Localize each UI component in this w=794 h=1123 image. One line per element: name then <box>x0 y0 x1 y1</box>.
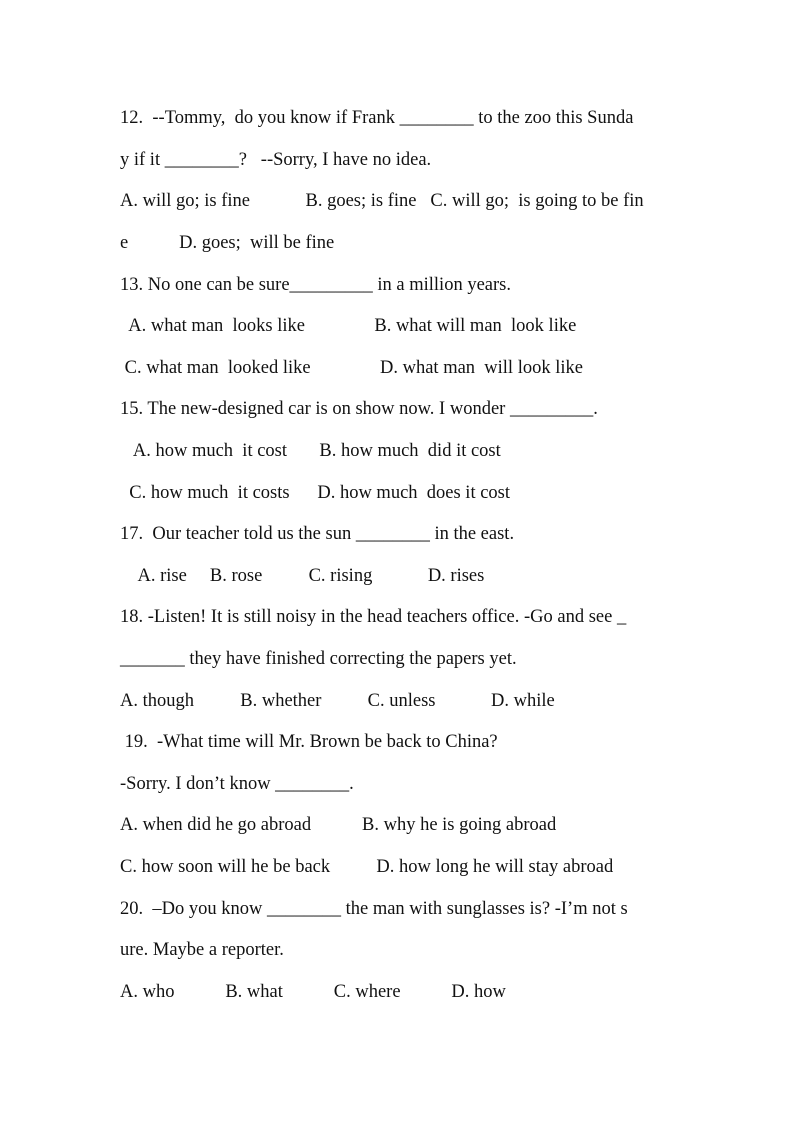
question-12-line-2: y if it ________? --Sorry, I have no idea. <box>120 150 432 170</box>
question-19-options-ab: A. when did he go abroad B. why he is going abroad <box>120 815 557 835</box>
question-12-options-line-2: e D. goes; will be fine <box>120 233 335 253</box>
question-18-line-1: 18. -Listen! It is still noisy in the head teachers office. -Go and see _ <box>120 607 627 627</box>
question-15-options-ab: A. how much it cost B. how much did it cost <box>120 441 501 461</box>
question-20-line-1: 20. –Do you know ________ the man with sunglasses is? -I’m not s <box>120 899 628 919</box>
question-13-options-ab: A. what man looks like B. what will man look like <box>120 316 577 336</box>
question-15-options-cd: C. how much it costs D. how much does it cost <box>120 483 511 503</box>
question-17-options: A. rise B. rose C. rising D. rises <box>120 566 485 586</box>
question-20-options: A. who B. what C. where D. how <box>120 982 506 1002</box>
question-19-line-2: -Sorry. I don’t know ________. <box>120 774 354 794</box>
question-17-text: 17. Our teacher told us the sun ________ in the east. <box>120 524 515 544</box>
question-19-options-cd: C. how soon will he be back D. how long he will stay abroad <box>120 857 614 877</box>
question-19-line-1: 19. -What time will Mr. Brown be back to China? <box>120 732 498 752</box>
question-12-options-line-1: A. will go; is fine B. goes; is fine C. will go; is going to be fin <box>120 191 644 211</box>
question-15-text: 15. The new-designed car is on show now. I wonder _________. <box>120 399 598 419</box>
question-20-line-2: ure. Maybe a reporter. <box>120 940 284 960</box>
question-13-text: 13. No one can be sure_________ in a million years. <box>120 275 511 295</box>
question-18-line-2: _______ they have finished correcting the papers yet. <box>120 649 517 669</box>
question-13-options-cd: C. what man looked like D. what man will look like <box>120 358 583 378</box>
question-12-line-1: 12. --Tommy, do you know if Frank ________ to the zoo this Sunda <box>120 108 634 128</box>
question-18-options: A. though B. whether C. unless D. while <box>120 691 555 711</box>
